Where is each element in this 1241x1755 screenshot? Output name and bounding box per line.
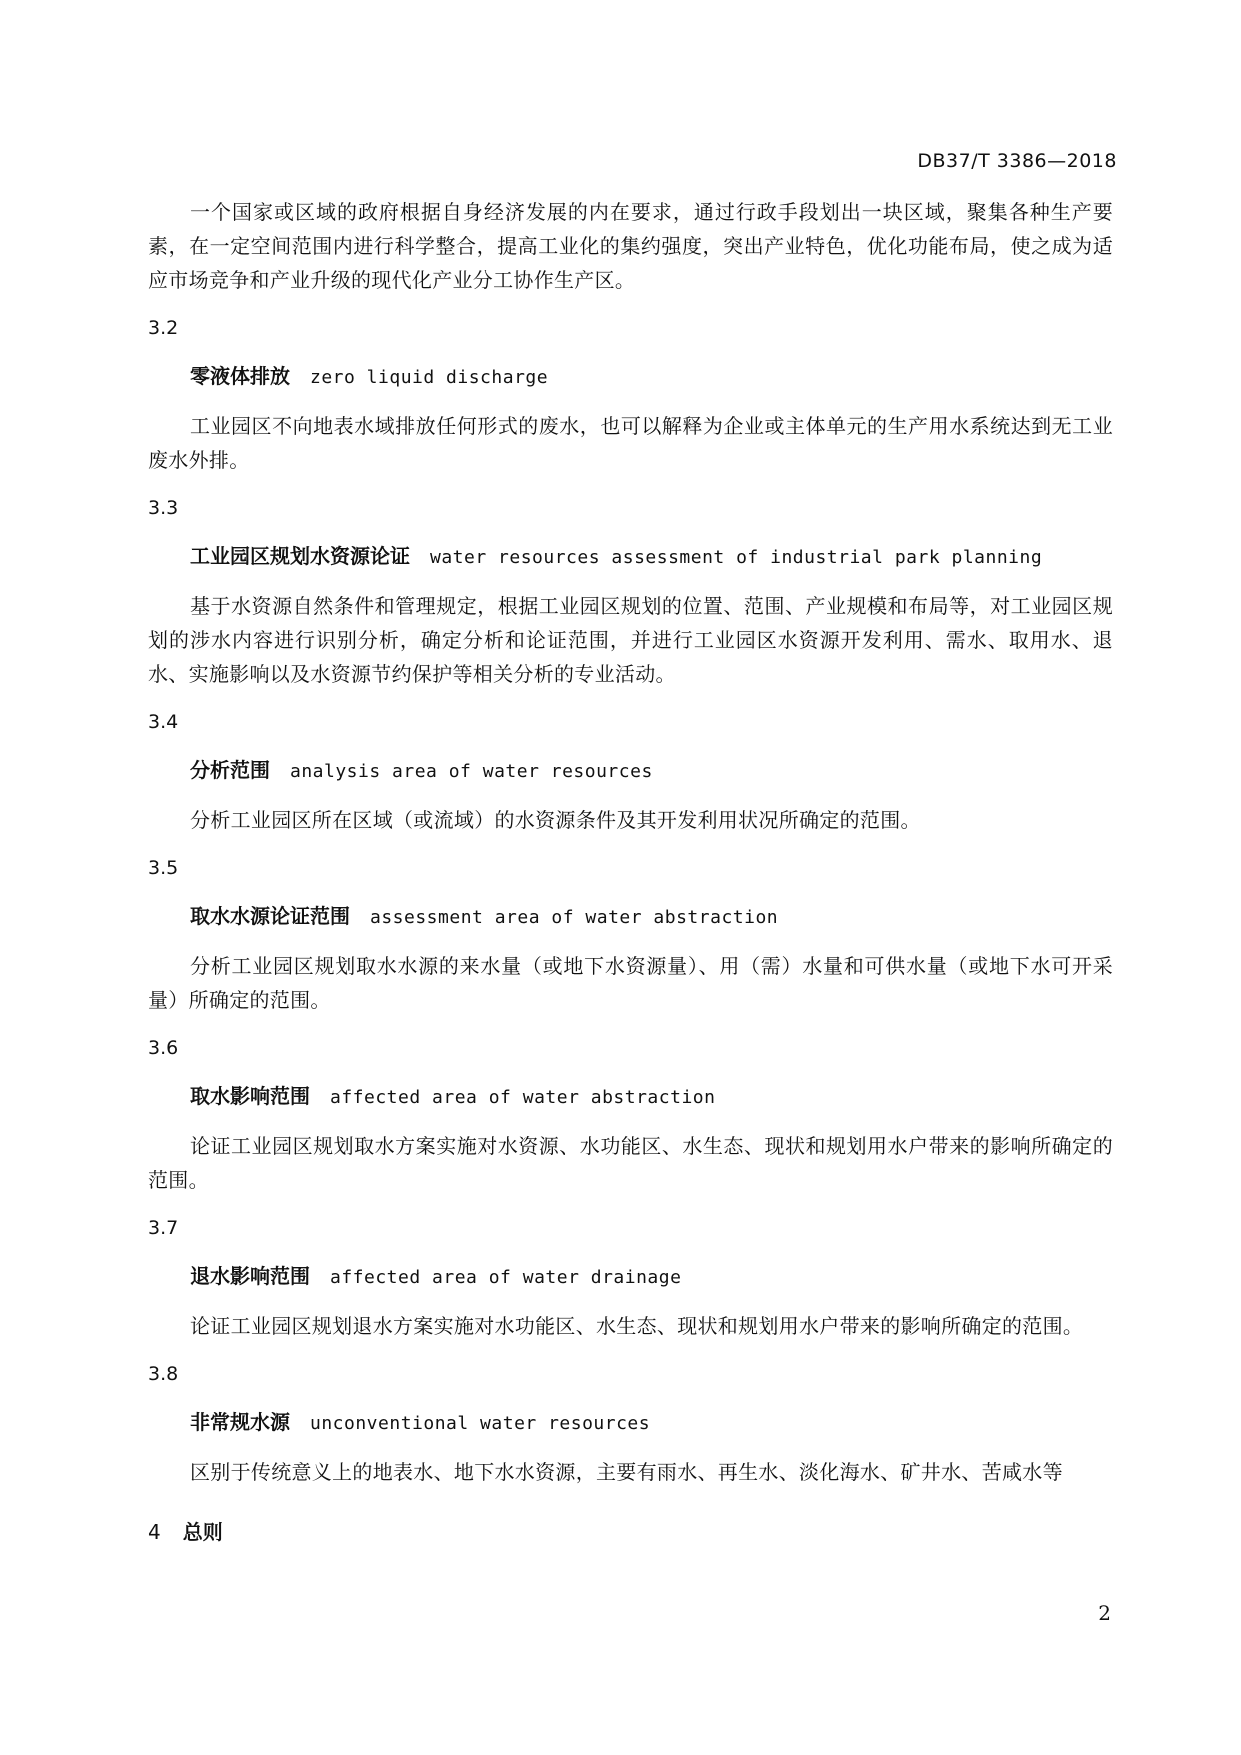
term-number: 3.4 [148,711,179,733]
term-chinese: 取水水源论证范围 [190,904,350,928]
term-number: 3.7 [148,1217,179,1239]
term-english: affected area of water drainage [330,1267,682,1288]
term-entry [148,851,1113,1017]
term-entry [148,1031,1113,1197]
term-chinese: 非常规水源 [190,1410,290,1434]
section-number: 4 [148,1520,161,1544]
term-english: zero liquid discharge [310,367,549,388]
page-number: 2 [1098,1601,1111,1625]
term-number: 3.8 [148,1363,179,1385]
document-body [148,195,1113,1549]
term-english: water resources assessment of industrial park planning [430,547,1043,568]
term-heading [190,539,1113,575]
term-number: 3.6 [148,1037,179,1059]
term-english: analysis area of water resources [290,761,653,782]
term-number: 3.5 [148,857,179,879]
term-chinese: 工业园区规划水资源论证 [190,544,410,568]
section-heading [148,1515,1113,1549]
term-definition: 论证工业园区规划取水方案实施对水资源、水功能区、水生态、现状和规划用水户带来的影响所确定的范围。 [148,1134,1113,1192]
term-english: assessment area of water abstraction [370,907,779,928]
term-english: affected area of water abstraction [330,1087,716,1108]
intro-paragraph: 一个国家或区域的政府根据自身经济发展的内在要求，通过行政手段划出一块区域，聚集各种生产要素，在一定空间范围内进行科学整合，提高工业化的集约强度，突出产业特色，优化功能布局，使之成为适应市场竞争和产业升级的现代化产业分工协作生产区。 [148,200,1113,292]
term-entry [148,311,1113,477]
term-chinese: 分析范围 [190,758,270,782]
term-heading [190,1259,1113,1295]
term-definition: 分析工业园区规划取水水源的来水量（或地下水资源量）、用（需）水量和可供水量（或地下水可开采量）所确定的范围。 [148,954,1113,1012]
term-entry [148,1357,1113,1489]
term-entry [148,491,1113,691]
term-number: 3.3 [148,497,179,519]
term-heading [190,1405,1113,1441]
term-heading [190,1079,1113,1115]
term-english: unconventional water resources [310,1413,651,1434]
term-entry [148,1211,1113,1343]
term-definition: 工业园区不向地表水域排放任何形式的废水，也可以解释为企业或主体单元的生产用水系统达到无工业废水外排。 [148,414,1113,472]
term-heading [190,359,1113,395]
term-definition: 分析工业园区所在区域（或流域）的水资源条件及其开发利用状况所确定的范围。 [190,808,921,832]
document-code: DB37/T 3386—2018 [917,150,1117,172]
term-heading [190,753,1113,789]
term-definition: 基于水资源自然条件和管理规定，根据工业园区规划的位置、范围、产业规模和布局等，对工业园区规划的涉水内容进行识别分析，确定分析和论证范围，并进行工业园区水资源开发利用、需水、取用水、退水、实施影响以及水资源节约保护等相关分析的专业活动。 [148,594,1113,686]
term-definition: 区别于传统意义上的地表水、地下水水资源，主要有雨水、再生水、淡化海水、矿井水、苦咸水等 [190,1460,1063,1484]
term-number: 3.2 [148,317,179,339]
term-chinese: 取水影响范围 [190,1084,310,1108]
term-definition: 论证工业园区规划退水方案实施对水功能区、水生态、现状和规划用水户带来的影响所确定的范围。 [190,1314,1084,1338]
term-chinese: 退水影响范围 [190,1264,310,1288]
term-heading [190,899,1113,935]
term-chinese: 零液体排放 [190,364,290,388]
section-title: 总则 [182,1520,223,1544]
term-entry [148,705,1113,837]
